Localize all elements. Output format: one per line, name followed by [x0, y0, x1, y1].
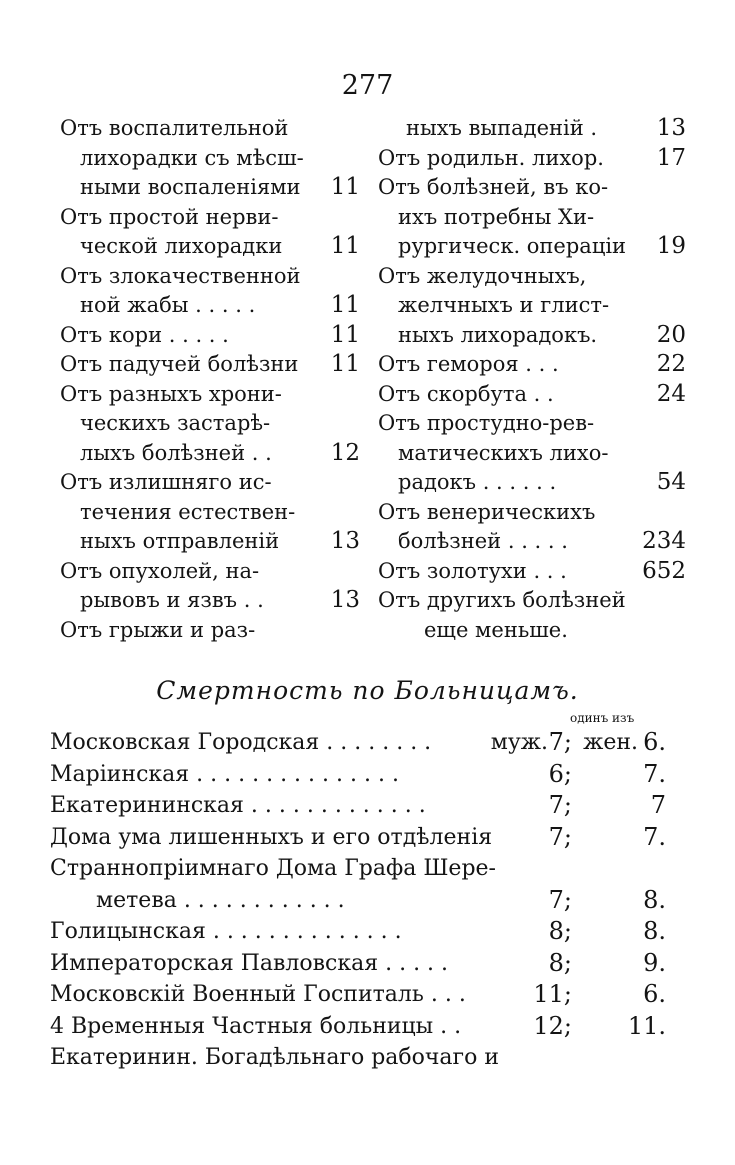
left-column: [60, 114, 360, 645]
text-line: [378, 439, 686, 469]
line-text: Отъ грыжи и раз-: [60, 617, 256, 642]
text-line: [60, 144, 360, 174]
hospital-name: Императорская Павловская . . . . .: [50, 950, 449, 976]
line-text: Отъ воспалительной: [60, 116, 289, 140]
hospital-name: 4 Временныя Частныя больницы . .: [50, 1013, 462, 1039]
line-text: лихорадки съ мѣсш-: [80, 145, 304, 170]
line-text: ными воспаленіями: [80, 175, 301, 199]
line-text: болѣзней . . . . .: [398, 529, 568, 553]
table-row: [50, 853, 690, 885]
line-text: ихъ потребны Хи-: [398, 204, 595, 229]
female-ratio: 6.: [643, 980, 666, 1008]
table-row: [50, 1042, 690, 1074]
text-line: [60, 498, 360, 528]
table-row: [50, 948, 690, 980]
table-row: [50, 979, 690, 1011]
male-ratio: 11;: [533, 980, 572, 1008]
text-line: [378, 114, 686, 144]
line-text: Отъ скорбута . .: [378, 381, 554, 406]
text-line: [378, 527, 686, 557]
column-note: одинъ изъ: [570, 711, 635, 725]
text-line: [378, 262, 686, 292]
death-count: 13: [330, 528, 360, 554]
death-count: 19: [656, 233, 686, 259]
text-line: [378, 291, 686, 321]
line-text: Отъ простой нерви-: [60, 204, 279, 229]
female-ratio: 6.: [643, 728, 666, 756]
hospital-name: метева . . . . . . . . . . . .: [96, 887, 345, 913]
line-text: матическихъ лихо-: [398, 440, 609, 465]
death-count: 234: [642, 528, 686, 554]
text-line: [60, 409, 360, 439]
death-count: 11: [330, 174, 360, 200]
line-text: рывовъ и язвъ . .: [80, 588, 264, 612]
text-line: [60, 203, 360, 233]
text-line: [60, 527, 360, 557]
text-line: [378, 350, 686, 380]
text-line: [60, 173, 360, 203]
female-ratio: 9.: [643, 948, 666, 977]
text-line: [378, 616, 686, 646]
line-text: ныхъ лихорадокъ.: [398, 322, 598, 347]
male-label: муж.: [490, 730, 548, 755]
text-line: [378, 586, 686, 616]
line-text: Отъ излишняго ис-: [60, 470, 272, 494]
line-text: желчныхъ и глист-: [398, 293, 610, 317]
line-text: Отъ разныхъ хрони-: [60, 381, 282, 406]
male-ratio: 12;: [533, 1011, 572, 1040]
text-line: [60, 557, 360, 587]
line-text: Отъ кори . . . . .: [60, 322, 229, 347]
line-text: ныхъ выпаденій .: [406, 116, 598, 140]
line-text: еще меньше.: [424, 617, 568, 642]
death-count: 11: [330, 233, 360, 259]
table-row: [50, 727, 690, 759]
page-number: 277: [341, 70, 394, 101]
text-line: [378, 498, 686, 528]
hospital-name: Екатерининская . . . . . . . . . . . . .: [50, 793, 426, 818]
death-count: 13: [330, 587, 360, 613]
hospital-mortality-table: [50, 727, 690, 1074]
female-ratio: 7.: [643, 759, 666, 788]
table-row: [50, 759, 690, 791]
table-row: [50, 822, 690, 854]
text-line: [60, 321, 360, 351]
line-text: Отъ желудочныхъ,: [378, 263, 587, 288]
right-column: [378, 114, 686, 645]
death-count: 11: [330, 321, 360, 348]
table-row: [50, 1011, 690, 1043]
line-text: Отъ злокачественной: [60, 263, 301, 288]
text-line: [60, 616, 360, 646]
text-line: [60, 380, 360, 410]
line-text: Отъ падучей болѣзни: [60, 352, 299, 376]
text-line: [60, 114, 360, 144]
hospital-name: Дома ума лишенныхъ и его отдѣленія: [50, 824, 493, 850]
text-line: [378, 232, 686, 262]
hospital-name: Голицынская . . . . . . . . . . . . . .: [50, 919, 402, 944]
text-line: [378, 468, 686, 498]
text-line: [378, 173, 686, 203]
male-ratio: 7;: [548, 822, 572, 851]
line-text: Отъ простудно-рев-: [378, 411, 595, 435]
line-text: течения естествен-: [80, 499, 296, 524]
line-text: Отъ венерическихъ: [378, 499, 596, 524]
text-line: [378, 409, 686, 439]
text-line: [60, 468, 360, 498]
hospital-name: Московскій Военный Госпиталь . . .: [50, 982, 466, 1007]
text-line: [60, 439, 360, 469]
male-ratio: 7;: [548, 791, 572, 819]
hospital-name: Страннопріимнаго Дома Графа Шере-: [50, 856, 496, 881]
line-text: ческихъ застарѣ-: [80, 411, 271, 435]
death-count: 17: [656, 144, 686, 171]
text-line: [60, 262, 360, 292]
line-text: ныхъ отправленій: [80, 529, 280, 553]
text-line: [378, 321, 686, 351]
death-count: 22: [656, 351, 686, 377]
female-label: жен.: [583, 730, 638, 755]
table-row: [50, 790, 690, 822]
death-count: 20: [656, 321, 686, 348]
female-ratio: 8.: [643, 917, 666, 945]
text-line: [378, 557, 686, 587]
hospital-name: Маріинская . . . . . . . . . . . . . . .: [50, 761, 399, 787]
text-line: [60, 586, 360, 616]
text-line: [378, 380, 686, 410]
line-text: лыхъ болѣзней . .: [80, 440, 272, 465]
female-ratio: 7: [650, 791, 666, 819]
line-text: Отъ гемороя . . .: [378, 352, 559, 376]
line-text: Отъ опухолей, на-: [60, 558, 260, 583]
death-count: 652: [642, 557, 686, 584]
hospital-name: Екатеринин. Богадѣльнаго рабочаго и: [50, 1045, 499, 1070]
text-line: [378, 144, 686, 174]
male-ratio: 8;: [548, 948, 572, 977]
table-row: [50, 885, 690, 917]
male-ratio: 6;: [548, 759, 572, 788]
line-text: Отъ золотухи . . .: [378, 558, 567, 583]
text-line: [60, 350, 360, 380]
text-line: [378, 203, 686, 233]
death-count: 54: [656, 469, 686, 495]
line-text: рургическ. операціи: [398, 234, 627, 258]
male-ratio: 7;: [548, 885, 572, 914]
hospital-name: Московская Городская . . . . . . . .: [50, 730, 432, 755]
male-ratio: 8;: [548, 917, 572, 945]
line-text: ческой лихорадки: [80, 234, 283, 258]
line-text: Отъ болѣзней, въ ко-: [378, 175, 609, 199]
death-count: 11: [330, 351, 360, 377]
male-ratio: 7;: [548, 728, 572, 756]
line-text: Отъ другихъ болѣзней: [378, 588, 626, 612]
female-ratio: 7.: [643, 822, 666, 851]
line-text: Отъ родильн. лихор.: [378, 145, 604, 170]
line-text: ной жабы . . . . .: [80, 293, 256, 317]
death-count: 11: [330, 292, 360, 318]
section-heading: Смертность по Больницамъ.: [156, 676, 579, 705]
table-row: [50, 916, 690, 948]
female-ratio: 8.: [643, 885, 666, 914]
death-count: 13: [656, 115, 686, 141]
line-text: радокъ . . . . . .: [398, 470, 557, 494]
text-line: [60, 291, 360, 321]
female-ratio: 11.: [627, 1011, 666, 1040]
death-count: 12: [330, 439, 360, 466]
text-line: [60, 232, 360, 262]
death-count: 24: [656, 380, 686, 407]
